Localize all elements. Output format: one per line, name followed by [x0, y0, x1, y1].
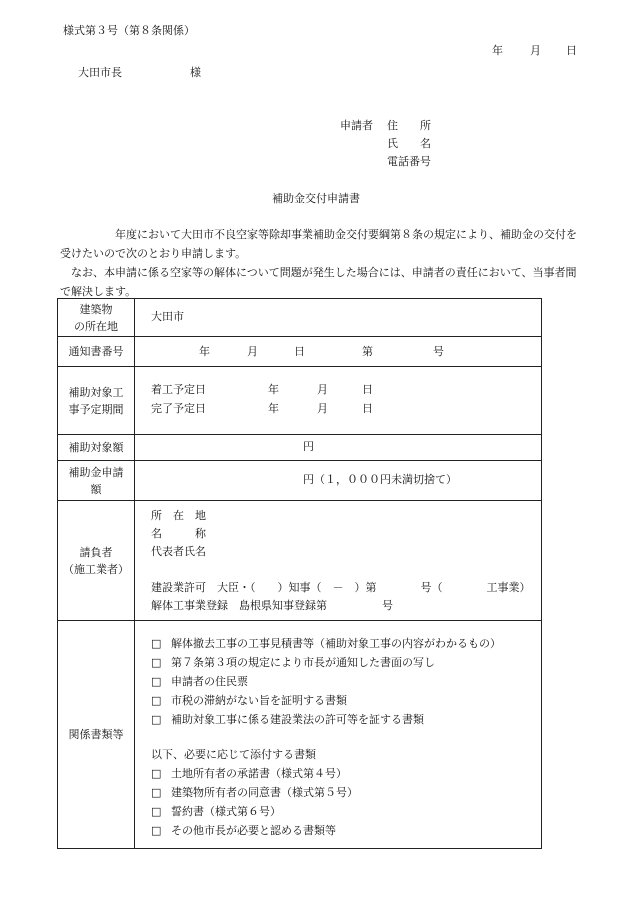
doc-optional-2[interactable]: □ 建築物所有者の同意書（様式第５号） — [151, 786, 358, 799]
period-value-cell[interactable] — [135, 367, 542, 435]
applicant-label: 申請者 — [340, 119, 373, 132]
contractor-location: 所 在 地 — [151, 509, 206, 522]
target-amount-label: 補助対象額 — [58, 435, 135, 461]
row-work-period — [58, 367, 542, 435]
notice-month: 月 — [247, 345, 258, 358]
construction-permit: 建設業許可 大臣・（ ）知事（ － ）第 号（ 工事業） — [151, 581, 531, 594]
demolition-registration: 解体工事業登録 島根県知事登録第 号 — [151, 599, 393, 612]
location-value-cell[interactable] — [135, 299, 542, 337]
doc-optional-4[interactable]: □ その他市長が必要と認める書類等 — [151, 824, 336, 837]
contractor-representative: 代表者氏名 — [151, 545, 206, 558]
start-day: 日 — [362, 383, 373, 396]
contractor-cell[interactable] — [135, 501, 542, 621]
doc-required-4[interactable]: □ 市税の滞納がない旨を証明する書類 — [151, 694, 347, 707]
start-month: 月 — [317, 383, 328, 396]
checkbox-icon[interactable]: □ — [151, 637, 162, 650]
doc-required-5[interactable]: □ 補助対象工事に係る建設業法の許可等を証する書類 — [151, 713, 424, 726]
checkbox-icon[interactable]: □ — [151, 713, 162, 726]
doc-required-2[interactable]: □ 第７条第３項の規定により市長が通知した書面の写し — [151, 656, 435, 669]
row-notice-number — [58, 337, 542, 367]
end-day: 日 — [362, 402, 373, 415]
request-amount-label: 補助金申請 額 — [58, 461, 135, 501]
location-label: 建築物 の所在地 — [58, 299, 135, 337]
date-month: 月 — [530, 44, 541, 57]
checkbox-icon[interactable]: □ — [151, 675, 162, 688]
target-amount-cell[interactable] — [135, 435, 542, 461]
addressee: 大田市長 — [78, 66, 122, 79]
row-related-documents — [58, 621, 542, 849]
start-date-label: 着工予定日 — [151, 383, 206, 396]
row-contractor — [58, 501, 542, 621]
document-title: 補助金交付申請書 — [272, 192, 360, 205]
applicant-phone-label: 電話番号 — [387, 155, 431, 168]
period-label: 補助対象工 事予定期間 — [58, 367, 135, 435]
row-target-amount — [58, 435, 542, 461]
form-number: 様式第３号（第８条関係） — [63, 24, 195, 37]
location-city: 大田市 — [151, 310, 184, 323]
notice-go: 号 — [433, 345, 444, 358]
applicant-name-label: 氏 名 — [387, 137, 431, 150]
start-year: 年 — [268, 383, 279, 396]
end-year: 年 — [268, 402, 279, 415]
request-amount-cell[interactable] — [135, 461, 542, 501]
honorific: 様 — [190, 66, 201, 79]
doc-optional-1[interactable]: □ 土地所有者の承諾書（様式第４号） — [151, 767, 347, 780]
end-month: 月 — [317, 402, 328, 415]
checkbox-icon[interactable]: □ — [151, 694, 162, 707]
notice-dai: 第 — [362, 345, 373, 358]
doc-required-1[interactable]: □ 解体撤去工事の工事見積書等（補助対象工事の内容がわかるもの） — [151, 637, 501, 650]
row-request-amount — [58, 461, 542, 501]
request-amount-value: 円（１，０００円未満切捨て） — [303, 473, 457, 486]
checkbox-icon[interactable]: □ — [151, 786, 162, 799]
documents-cell — [135, 621, 542, 849]
notice-value-cell[interactable] — [135, 337, 542, 367]
documents-label: 関係書類等 — [58, 621, 135, 849]
checkbox-icon[interactable]: □ — [151, 824, 162, 837]
applicant-address-label: 住 所 — [387, 119, 431, 132]
notice-year: 年 — [199, 345, 210, 358]
contractor-label: 請負者 （施工業者） — [58, 501, 135, 621]
date-year: 年 — [492, 44, 503, 57]
date-day: 日 — [566, 44, 577, 57]
target-amount-unit: 円 — [303, 440, 314, 453]
checkbox-icon[interactable]: □ — [151, 656, 162, 669]
doc-required-3[interactable]: □ 申請者の住民票 — [151, 675, 248, 688]
doc-optional-3[interactable]: □ 誓約書（様式第６号） — [151, 805, 281, 818]
body-paragraph-2: なお、本申請に係る空家等の解体について問題が発生した場合には、申請者の責任において、当事者間で解決します。 — [60, 266, 577, 298]
checkbox-icon[interactable]: □ — [151, 767, 162, 780]
end-date-label: 完了予定日 — [151, 402, 206, 415]
checkbox-icon[interactable]: □ — [151, 805, 162, 818]
application-form-table — [57, 298, 542, 849]
contractor-name: 名 称 — [151, 527, 206, 540]
body-paragraph-1: 年度において大田市不良空家等除却事業補助金交付要綱第８条の規定により、補助金の交付を受けたいので次のとおり申請します。 — [60, 228, 577, 260]
notice-day: 日 — [294, 345, 305, 358]
optional-docs-heading: 以下、必要に応じて添付する書類 — [151, 748, 316, 761]
row-location — [58, 299, 542, 337]
notice-label: 通知書番号 — [58, 337, 135, 367]
